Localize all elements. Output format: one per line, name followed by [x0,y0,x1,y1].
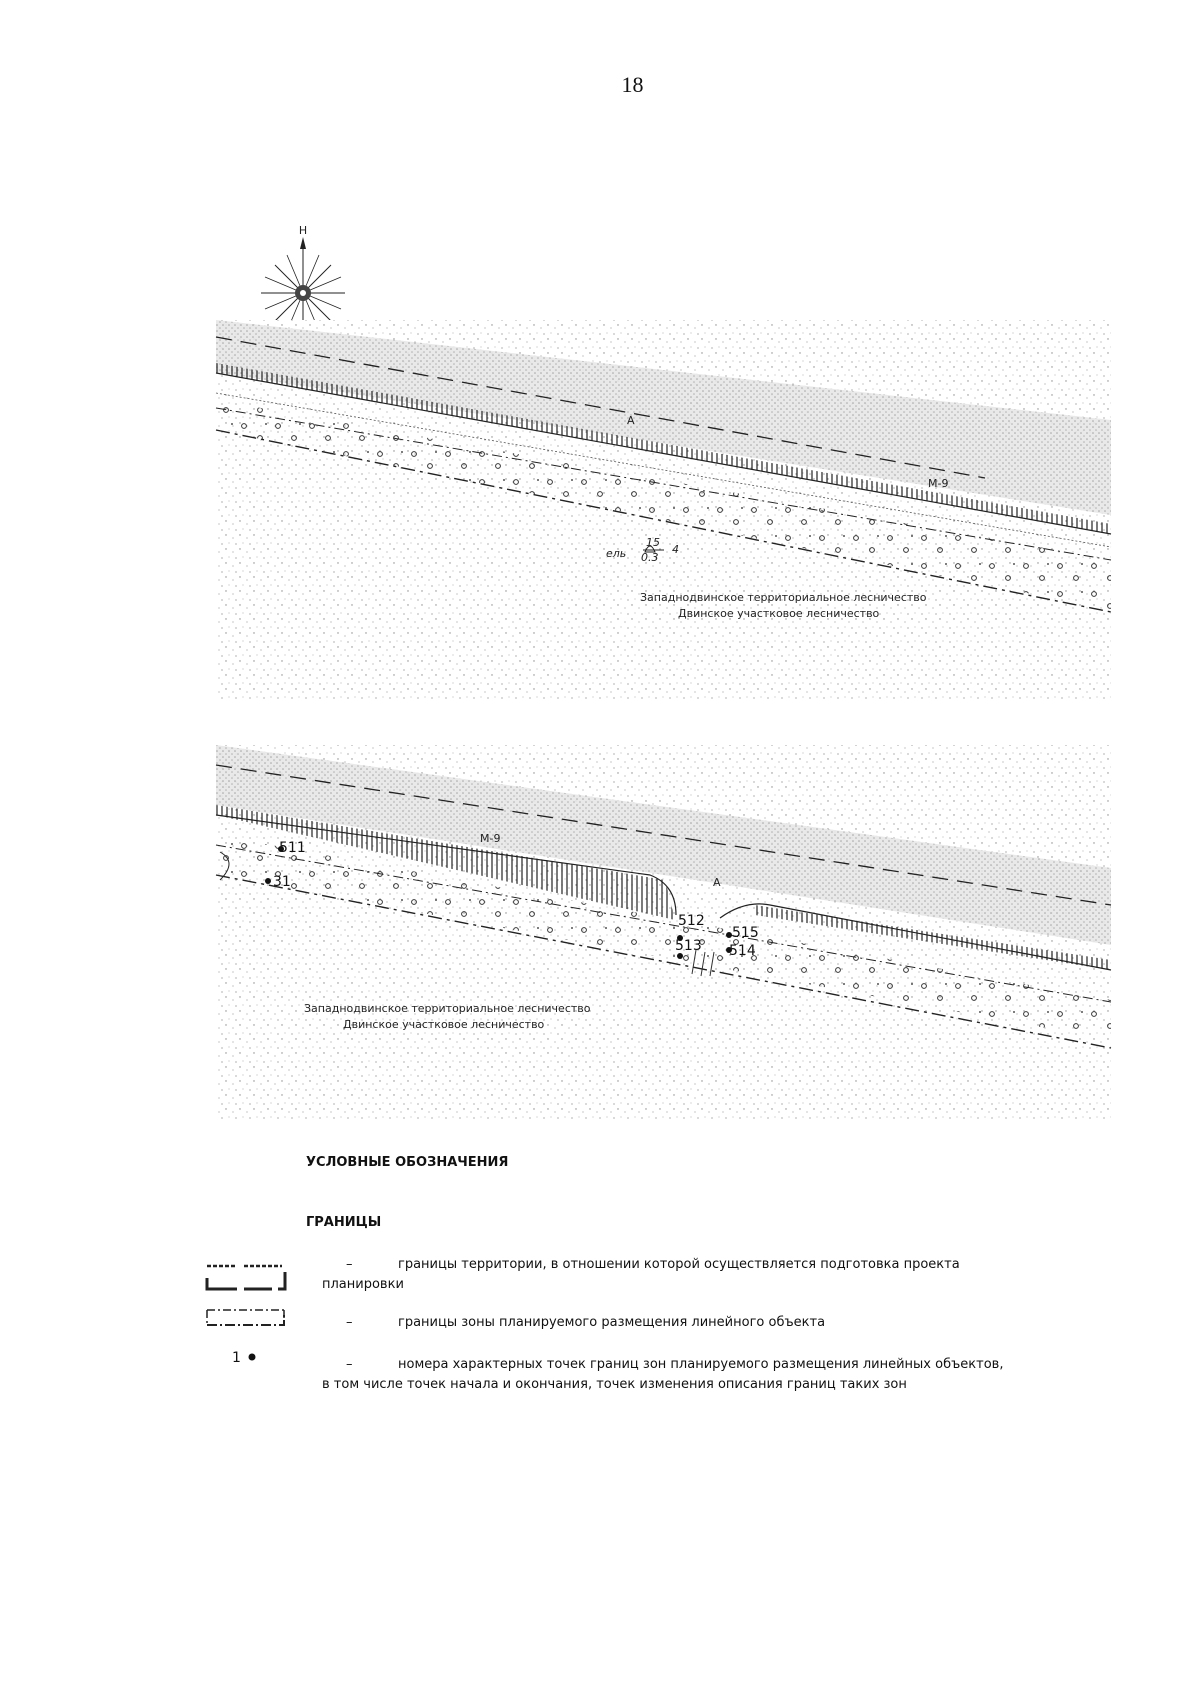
territory-boundary-symbol [207,1266,285,1289]
legend-text-cont: планировки [322,1277,404,1292]
map-top [216,320,1111,700]
compass-rose-icon [261,237,345,331]
legend-dash: – [346,1357,353,1372]
point-label: 514 [729,943,756,959]
north-label: Н [298,224,308,237]
top-forestry-line2: Двинское участковое лесничество [678,607,880,620]
point-symbol-number: 1 [232,1350,241,1366]
point-symbol-dot [249,1354,256,1361]
point-label: 512 [678,913,705,929]
tree-extra: 4 [672,543,679,556]
legend-item-territory [306,1255,1006,1295]
tree-numerator: 15 [646,536,660,549]
bottom-lane-label: А [713,876,721,889]
point-label: 513 [675,938,702,954]
legend-item-points [306,1355,1006,1395]
legend-title: УСЛОВНЫЕ ОБОЗНАЧЕНИЯ [306,1155,509,1170]
top-lane-label: А [627,414,635,427]
bottom-forestry-line1: Западнодвинское территориальное лесничество [304,1002,591,1015]
legend-item-zone [306,1313,1006,1333]
legend-text-cont: в том числе точек начала и окончания, точек изменения описания границ таких зон [322,1377,907,1392]
bottom-forestry-line2: Двинское участковое лесничество [343,1018,545,1031]
bottom-road-label: М-9 [480,832,501,845]
legend-text: границы зоны планируемого размещения линейного объекта [398,1315,826,1330]
point-label: 511 [279,840,306,856]
top-forestry-line1: Западнодвинское территориальное лесничество [640,591,927,604]
tree-label: ель [606,547,627,560]
legend-dash: – [346,1315,353,1330]
zone-boundary-symbol [207,1310,284,1325]
point-label: 515 [732,925,759,941]
map-bottom [216,745,1111,1120]
legend-text: границы территории, в отношении которой осуществляется подготовка проекта [398,1257,960,1272]
tree-denominator: 0.3 [641,551,659,564]
legend-dash: – [346,1257,353,1272]
legend-text: номера характерных точек границ зон планируемого размещения линейных объектов, [398,1357,1004,1372]
legend-subtitle: ГРАНИЦЫ [306,1215,382,1230]
top-road-label: М-9 [928,477,949,490]
page-number: 18 [621,72,644,97]
point-label: 31 [273,874,291,890]
